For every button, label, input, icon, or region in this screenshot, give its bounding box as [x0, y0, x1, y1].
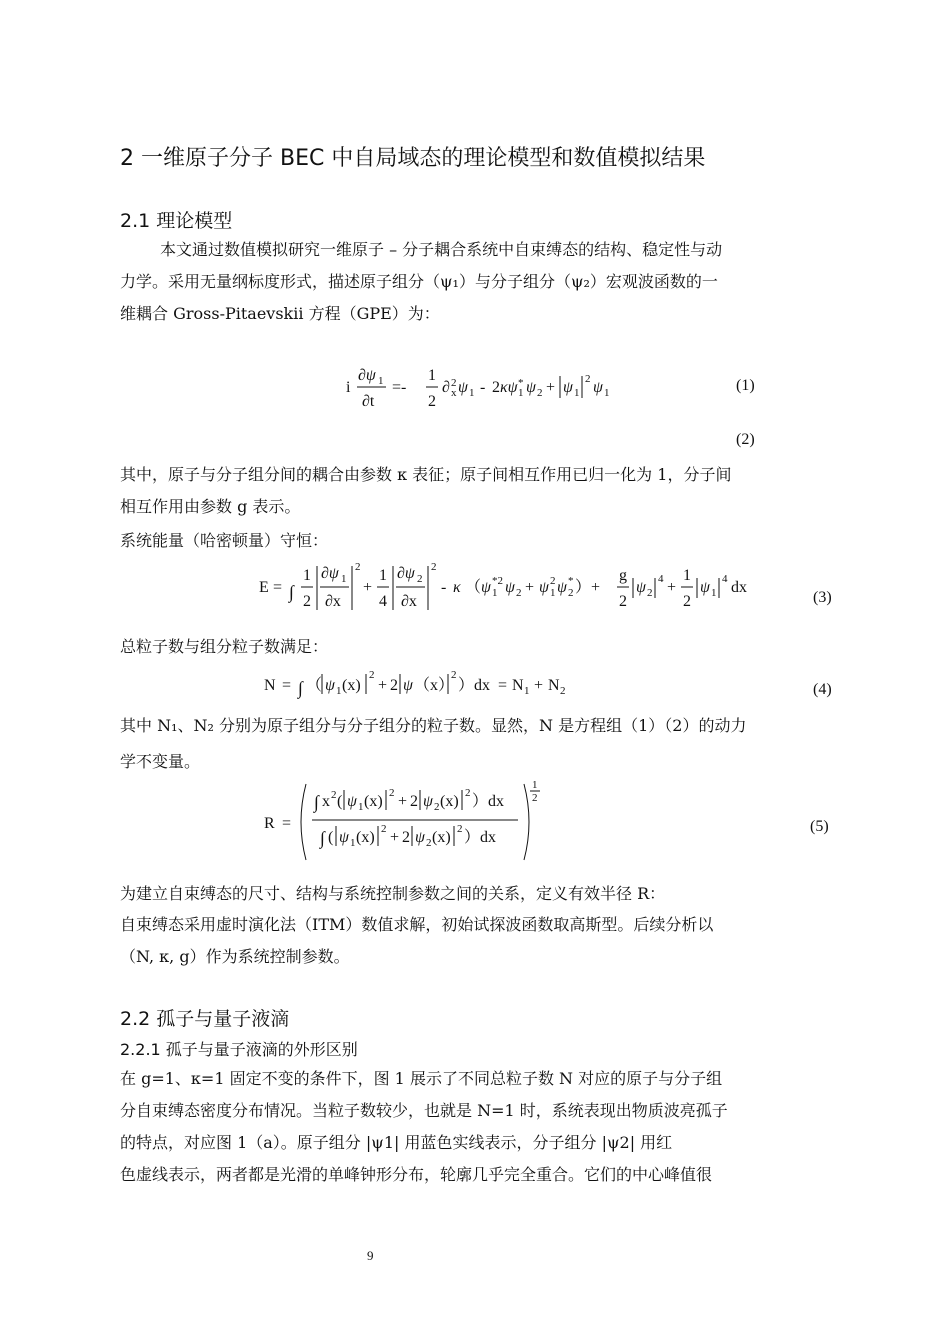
svg-text:4: 4 [658, 573, 664, 585]
svg-text:1: 1 [604, 387, 610, 399]
svg-text:=: = [282, 815, 292, 832]
svg-text:N: N [512, 677, 524, 694]
svg-text:=: = [498, 677, 508, 694]
svg-text:1: 1 [532, 779, 538, 791]
svg-text:2: 2 [410, 793, 418, 810]
svg-text:2: 2 [619, 593, 627, 610]
svg-text:2: 2 [417, 573, 423, 585]
svg-text:ψ: ψ [539, 579, 549, 596]
svg-text:+: + [667, 579, 677, 596]
svg-text:+: + [534, 677, 544, 694]
svg-text:2: 2 [389, 787, 395, 799]
svg-text:（: （ [306, 677, 323, 694]
svg-text:(x): (x) [364, 793, 383, 810]
svg-text:（x）: （x） [414, 677, 455, 694]
svg-text:2: 2 [492, 379, 500, 396]
intro-line-2: 力学。采用无量纲标度形式，描述原子组分（ψ₁）与分子组分（ψ₂）宏观波函数的一 [120, 272, 718, 291]
equation-3 [255, 556, 775, 620]
svg-text:(x): (x) [432, 829, 451, 846]
svg-text:2: 2 [355, 561, 361, 573]
svg-text:1: 1 [378, 375, 384, 387]
equation-number-3: (3) [813, 589, 832, 606]
para-2-2-1-line-3: 的特点，对应图 1（a）。原子组分 |ψ1| 用蓝色实线表示，分子组分 |ψ2| 用红 [120, 1133, 673, 1152]
svg-text:∂x: ∂x [401, 593, 417, 610]
svg-text:∫: ∫ [320, 828, 325, 848]
svg-text:）dx: ）dx [458, 677, 491, 694]
svg-text:ψ: ψ [415, 829, 425, 846]
equation-5 [262, 776, 582, 866]
svg-text:ψ: ψ [526, 379, 536, 396]
svg-text:(: ( [337, 793, 343, 810]
svg-text:4: 4 [379, 593, 387, 610]
chapter-heading: 2 一维原子分子 BEC 中自局域态的理论模型和数值模拟结果 [120, 146, 706, 171]
svg-text:1: 1 [336, 685, 342, 697]
svg-text:1: 1 [379, 567, 387, 584]
svg-text:）dx: ）dx [472, 793, 505, 810]
svg-text:）+: ）+ [575, 579, 601, 596]
equation-number-5: (5) [810, 818, 829, 835]
section-heading-2-2: 2.2 孤子与量子液滴 [120, 1008, 290, 1030]
svg-text:∫: ∫ [289, 582, 294, 602]
svg-text:(x): (x) [356, 829, 375, 846]
svg-text:+: + [546, 379, 556, 396]
svg-text:2: 2 [390, 677, 398, 694]
svg-text:2: 2 [402, 829, 410, 846]
energy-intro: 系统能量（哈密顿量）守恒： [120, 531, 329, 550]
svg-text:1: 1 [550, 587, 556, 599]
svg-text:2: 2 [568, 587, 574, 599]
svg-text:1: 1 [524, 685, 530, 697]
svg-text:1: 1 [341, 573, 347, 585]
svg-text:（: （ [465, 579, 482, 596]
svg-text:）dx: ）dx [464, 829, 497, 846]
svg-text:+: + [378, 677, 388, 694]
section-heading-2-1: 2.1 理论模型 [120, 210, 233, 232]
svg-text:2: 2 [434, 801, 440, 813]
svg-text:∂ψ: ∂ψ [397, 565, 415, 582]
svg-text:2: 2 [428, 393, 436, 410]
svg-text:(: ( [328, 829, 334, 846]
equation-number-4: (4) [813, 681, 832, 698]
svg-text:+: + [398, 793, 408, 810]
svg-text:1: 1 [492, 587, 498, 599]
svg-text:ψ: ψ [636, 579, 646, 596]
svg-text:(x): (x) [342, 677, 361, 694]
svg-text:2: 2 [381, 823, 387, 835]
svg-text:2: 2 [516, 587, 522, 599]
radius-line-1: 为建立自束缚态的尺寸、结构与系统控制参数之间的关系，定义有效半径 R： [120, 884, 666, 903]
svg-text:2: 2 [537, 387, 543, 399]
svg-text:2: 2 [683, 593, 691, 610]
svg-text:(x): (x) [440, 793, 459, 810]
svg-text:1: 1 [683, 567, 691, 584]
svg-text:2: 2 [457, 823, 463, 835]
svg-text:2: 2 [426, 837, 432, 849]
svg-text:+: + [390, 829, 400, 846]
svg-text:∂ψ: ∂ψ [321, 565, 339, 582]
svg-text:2: 2 [532, 792, 538, 804]
svg-text:κψ: κψ [500, 379, 518, 396]
svg-text:ψ: ψ [458, 379, 468, 396]
svg-text:-: - [480, 379, 486, 396]
svg-text:*: * [568, 575, 574, 587]
intro-line-1: 本文通过数值模拟研究一维原子 – 分子耦合系统中自束缚态的结构、稳定性与动 [160, 240, 723, 259]
svg-text:∫: ∫ [298, 678, 303, 698]
particle-line-1: 其中 N₁、N₂ 分别为原子组分与分子组分的粒子数。显然，N 是方程组（1）（2）的动力 [120, 716, 747, 735]
svg-text:1: 1 [469, 387, 475, 399]
svg-text:x: x [451, 387, 457, 399]
para-2-2-1-line-1: 在 g=1、κ=1 固定不变的条件下，图 1 展示了不同总粒子数 N 对应的原子与分子组 [120, 1069, 723, 1088]
svg-text:N: N [548, 677, 560, 694]
svg-text:E: E [259, 579, 269, 596]
svg-text:=: = [282, 677, 292, 694]
svg-text:-: - [441, 579, 447, 596]
svg-text:2: 2 [431, 561, 437, 573]
svg-text:1: 1 [518, 387, 524, 399]
subsection-heading-2-2-1: 2.2.1 孤子与量子液滴的外形区别 [120, 1040, 358, 1059]
svg-text:2: 2 [647, 587, 653, 599]
radius-line-3: （N, κ, g）作为系统控制参数。 [120, 947, 350, 966]
svg-text:2: 2 [369, 669, 375, 681]
svg-text:2: 2 [550, 575, 556, 587]
svg-text:=-: =- [392, 379, 407, 396]
page-number: 9 [367, 1248, 374, 1263]
svg-text:ψ: ψ [700, 579, 710, 596]
svg-text:ψ: ψ [423, 793, 433, 810]
svg-text:1: 1 [574, 387, 580, 399]
svg-text:∂x: ∂x [325, 593, 341, 610]
svg-text:1: 1 [303, 567, 311, 584]
svg-text:ψ: ψ [481, 579, 491, 596]
coupling-line-1: 其中，原子与分子组分间的耦合由参数 κ 表征；原子间相互作用已归一化为 1，分子间 [120, 465, 732, 484]
svg-text:2: 2 [331, 789, 337, 801]
svg-text:N: N [264, 677, 276, 694]
svg-text:R: R [264, 815, 275, 832]
svg-text:dx: dx [731, 579, 747, 596]
equation-number-2: (2) [736, 431, 755, 448]
svg-text:κ: κ [453, 579, 461, 596]
svg-text:ψ: ψ [505, 579, 515, 596]
para-2-2-1-line-4: 色虚线表示，两者都是光滑的单峰钟形分布，轮廓几乎完全重合。它们的中心峰值很 [120, 1165, 713, 1184]
svg-text:∂t: ∂t [362, 393, 375, 410]
equation-4 [262, 664, 602, 704]
svg-text:1: 1 [350, 837, 356, 849]
svg-text:*2: *2 [492, 575, 503, 587]
equation-1 [340, 360, 660, 416]
svg-text:ψ: ψ [339, 829, 349, 846]
svg-text:ψ: ψ [347, 793, 357, 810]
svg-text:i: i [346, 379, 351, 396]
para-2-2-1-line-2: 分自束缚态密度分布情况。当粒子数较少，也就是 N=1 时，系统表现出物质波亮孤子 [120, 1101, 728, 1120]
svg-text:2: 2 [560, 685, 566, 697]
svg-text:2: 2 [303, 593, 311, 610]
svg-text:*: * [518, 377, 524, 389]
svg-text:2: 2 [465, 787, 471, 799]
svg-text:ψ: ψ [593, 379, 603, 396]
svg-text:∂ψ: ∂ψ [358, 367, 376, 384]
svg-text:+: + [525, 579, 535, 596]
svg-text:2: 2 [585, 373, 591, 385]
svg-text:2: 2 [451, 377, 457, 389]
svg-text:+: + [363, 579, 373, 596]
svg-text:∫: ∫ [314, 792, 319, 812]
svg-text:g: g [619, 567, 627, 584]
svg-text:1: 1 [428, 367, 436, 384]
svg-text:ψ: ψ [563, 379, 573, 396]
svg-text:x: x [322, 793, 330, 810]
svg-text:ψ: ψ [325, 677, 335, 694]
svg-text:1: 1 [358, 801, 364, 813]
svg-text:ψ: ψ [557, 579, 567, 596]
svg-text:∂: ∂ [442, 379, 450, 396]
equation-number-1: (1) [736, 377, 755, 394]
radius-line-2: 自束缚态采用虚时演化法（ITM）数值求解，初始试探波函数取高斯型。后续分析以 [120, 915, 714, 934]
particle-line-2: 学不变量。 [120, 752, 201, 771]
coupling-line-2: 相互作用由参数 g 表示。 [120, 497, 301, 516]
svg-text:=: = [273, 579, 283, 596]
intro-line-3: 维耦合 Gross-Pitaevskii 方程（GPE）为： [120, 304, 440, 323]
svg-text:ψ: ψ [403, 677, 413, 694]
svg-text:1: 1 [711, 587, 717, 599]
svg-text:4: 4 [722, 573, 728, 585]
particle-intro: 总粒子数与组分粒子数满足： [120, 637, 329, 656]
svg-text:2: 2 [451, 669, 457, 681]
